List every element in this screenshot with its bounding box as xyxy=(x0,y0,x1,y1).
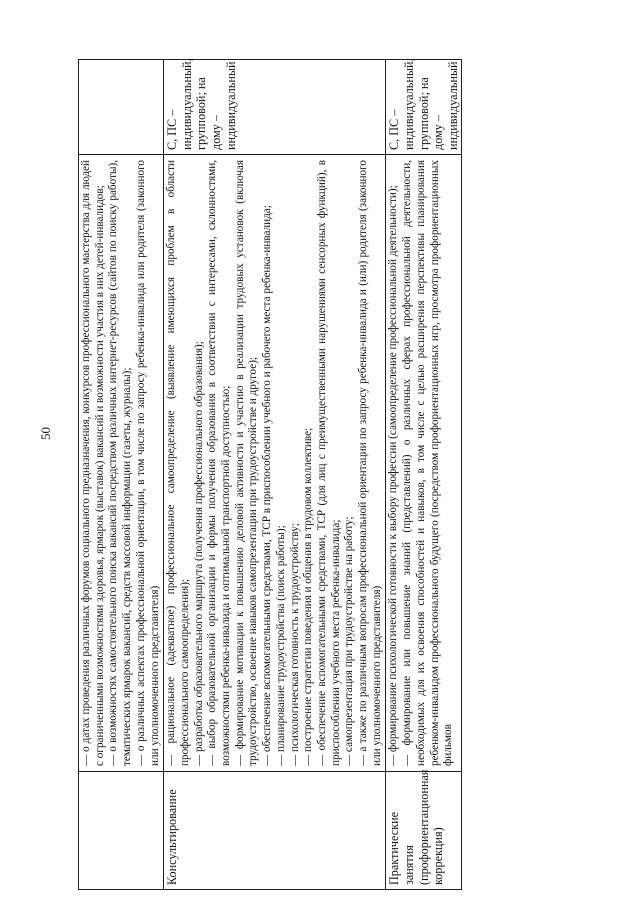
content-item: — о датах проведения различных форумов социального предназначения, конкурсов профессионального мастерства для людей с ограниченными возможностями здоровья, ярмарок (выставок) вакансий и возможности участия в них детей-инвалидов; xyxy=(80,160,106,766)
content-item: — психологическая готовность к трудоустройству; xyxy=(288,523,301,766)
content-item: — выбор образовательной организации и формы получения образования в соответствии с интересами, склонностями, возможностями ребенка-инвалида и оптимальной транспортной доступностью; xyxy=(206,160,233,766)
content-item: — самопрезентация при трудоустройстве на работу; xyxy=(343,516,356,766)
content-item: — разработка образовательного маршрута (получения профессионального образования); xyxy=(192,341,205,766)
service-type-cell: Консультирование xyxy=(164,772,386,890)
service-content-cell xyxy=(79,155,164,772)
content-item: — построение стратегии поведения и общения в трудовом коллективе; xyxy=(302,427,315,766)
content-item: — формирование мотивации к повышению деловой активности и участию в реализации трудовых установок (включая трудоустройство, освоение навыков самопрезентации при трудоустройстве и другое); xyxy=(233,160,260,766)
content-item: — формирование или повышение знаний (представлений) о различных сферах профессиональной деятельности, необходимых для их освоения способностей и навыков, в том числе с целью расширения перспективы планирования ребенком-инвалидом профессионального будущего (посредством профориентационных игр, просмотра профориентационных фильмов xyxy=(401,160,455,766)
rotated-table-wrapper xyxy=(78,60,533,890)
content-item: — о возможностях самостоятельного поиска вакансий посредством различных интернет-ресурсов (сайтов по поиску работы), тематических ярмарок вакансий, средств массовой информации (газеты, журналы); xyxy=(107,160,134,766)
content-item: — формирование психологической готовности к выбору профессии (самоопределение профессиональной деятельности); xyxy=(387,185,400,766)
service-content-cell xyxy=(164,155,386,772)
content-item: — обеспечение вспомогательными средствами, ТСР в приспособлении учебного и рабочего места ребенка-инвалида; xyxy=(261,205,274,766)
table-row-practical-classes xyxy=(386,60,462,890)
content-item: — а также по различным вопросам профессиональной ориентации по запросу ребенка-инвалида и (или) родителя (законного или уполномоченного представителя) xyxy=(357,160,383,766)
table-row-consulting xyxy=(164,60,386,890)
content-item: — обеспечение вспомогательными средствами, ТСР (для лиц с преимущественными нарушениями сенсорных функций), в приспособлении учебного места ребенка-инвалида; xyxy=(315,160,342,766)
rehabilitation-services-table xyxy=(78,59,462,890)
service-forms-cell xyxy=(79,60,164,155)
service-type-cell: Практические занятия (профориентационная коррекция) xyxy=(386,772,462,890)
content-item: — рациональное (адекватное) профессиональное самоопределение (выявление имеющихся проблем в области профессионального самоопределения); xyxy=(165,160,191,766)
service-content-cell xyxy=(386,155,462,772)
service-forms-cell: С, ПС – индивидуальный, групповой; на дому – индивидуальный xyxy=(164,60,386,155)
content-item: — планирование трудоустройства (поиск работы); xyxy=(274,525,287,766)
content-item: — о различных аспектах профессиональной ориентации, в том числе по запросу ребенка-инвалида или родителя (законного или уполномоченного представителя) xyxy=(134,160,161,766)
service-forms-cell: С, ПС – индивидуальный, групповой; на дому – индивидуальный xyxy=(386,60,462,155)
page-number: 50 xyxy=(38,427,53,440)
service-type-cell xyxy=(79,772,164,890)
table-row-informing xyxy=(79,60,164,890)
